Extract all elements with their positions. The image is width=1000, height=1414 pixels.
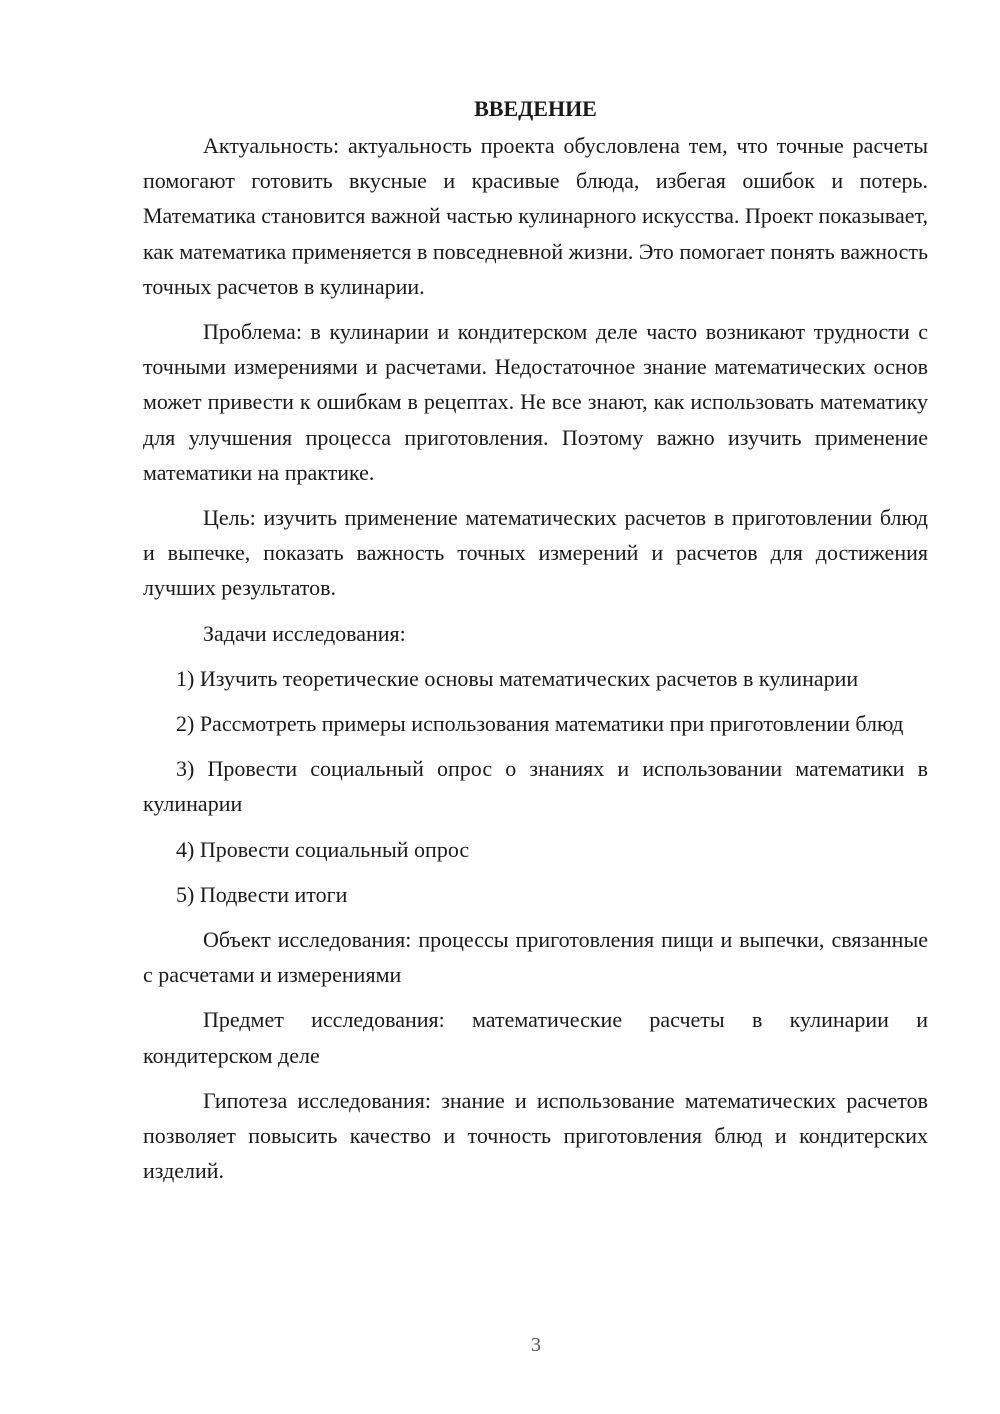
task-item-3: 3) Провести социальный опрос о знаниях и использовании математики в кулинарии xyxy=(143,756,928,817)
page-number: 3 xyxy=(531,1334,541,1356)
document-page xyxy=(143,92,928,1188)
paragraph-hypothesis: Гипотеза исследования: знание и использование математических расчетов позволяет повысить качество и точность приготовления блюд и кондитерских изделий. xyxy=(143,1087,928,1184)
page-title: ВВЕДЕНИЕ xyxy=(474,96,597,121)
task-item-5: 5) Подвести итоги xyxy=(176,881,348,907)
paragraph-goal: Цель: изучить применение математических расчетов в приготовлении блюд и выпечке, показать важность точных измерений и расчетов для достижения лучших результатов. xyxy=(143,505,928,601)
task-item-4: 4) Провести социальный опрос xyxy=(176,836,470,862)
paragraph-object: Объект исследования: процессы приготовления пищи и выпечки, связанные с расчетами и измерениями xyxy=(143,927,928,988)
paragraph-subject: Предмет исследования: математические расчеты в кулинарии и кондитерском деле xyxy=(143,1007,928,1068)
paragraph-problem: Проблема: в кулинарии и кондитерском деле часто возникают трудности с точными измерениями и расчетами. Недостаточное знание математических основ может привести к ошибкам в рецептах. Не все знают, как использовать математику для улучшения процесса приготовления. Поэтому важно изучить применение математики на практике. xyxy=(143,319,928,485)
paragraph-relevance: Актуальность: актуальность проекта обусловлена тем, что точные расчеты помогают готовить вкусные и красивые блюда, избегая ошибок и потерь. Математика становится важной частью кулинарного искусства. Проект показывает, как математика применяется в повседневной жизни. Это помогает понять важность точных расчетов в кулинарии. xyxy=(143,133,928,299)
task-item-2: 2) Рассмотреть примеры использования математики при приготовлении блюд xyxy=(176,711,904,737)
tasks-heading: Задачи исследования: xyxy=(203,620,406,646)
task-item-1: 1) Изучить теоретические основы математических расчетов в кулинарии xyxy=(176,665,859,691)
